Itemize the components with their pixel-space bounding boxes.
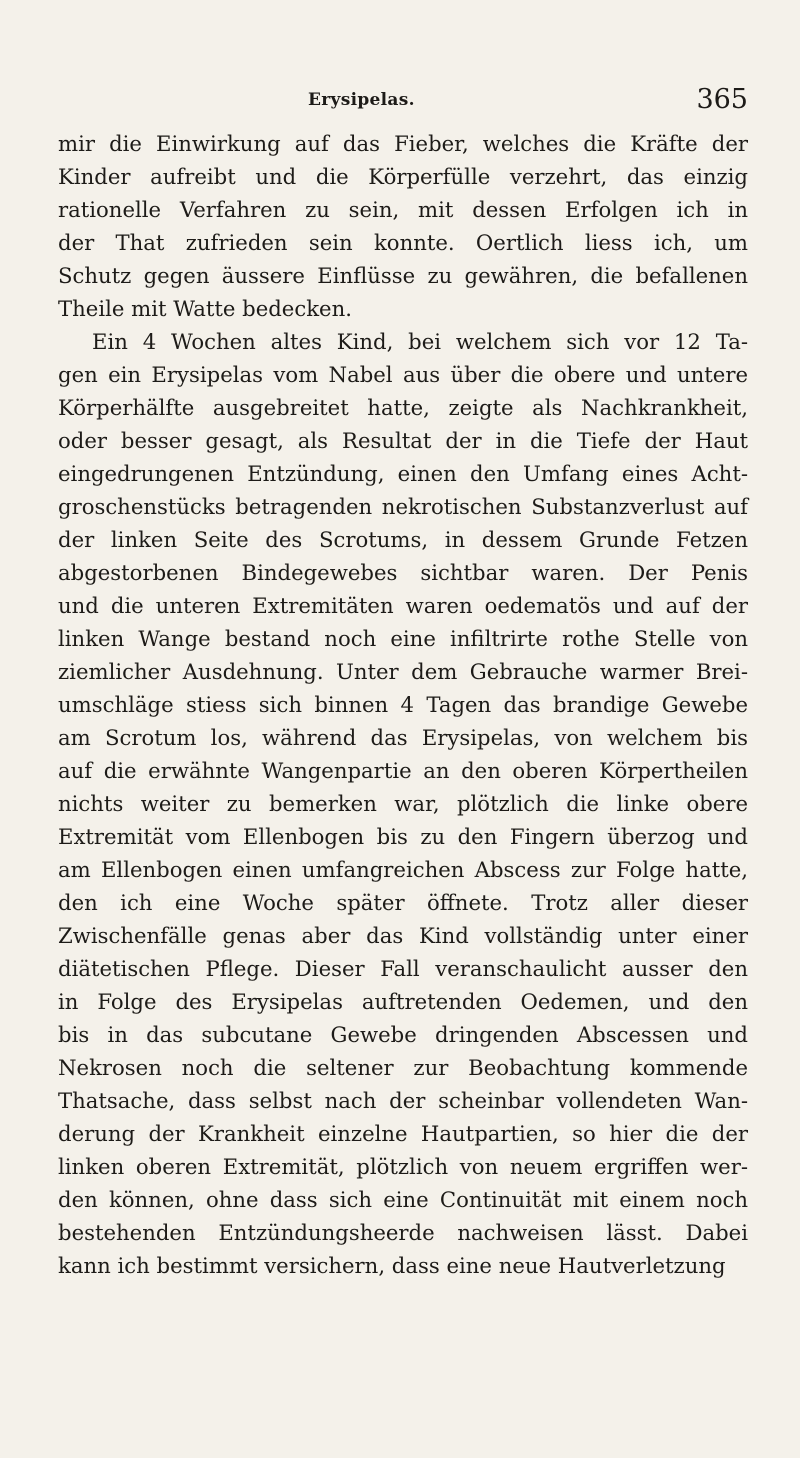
text-line: auf die erwähnte Wangenpartie an den oberen Körpertheilen bbox=[58, 758, 748, 783]
paragraph-2 bbox=[58, 325, 748, 1282]
text-line: groschenstücks betragenden nekrotischen Substanzverlust auf bbox=[58, 494, 748, 519]
text-line: den ich eine Woche später öffnete. Trotz aller dieser bbox=[58, 890, 748, 915]
text-line: den können, ohne dass sich eine Continuität mit einem noch bbox=[58, 1187, 748, 1212]
text-line: oder besser gesagt, als Resultat der in die Tiefe der Haut bbox=[58, 428, 748, 453]
text-line: Zwischenfälle genas aber das Kind vollständig unter einer bbox=[58, 923, 748, 948]
body-text bbox=[58, 127, 748, 1282]
text-line: Körperhälfte ausgebreitet hatte, zeigte als Nachkrankheit, bbox=[58, 395, 748, 420]
text-line: Nekrosen noch die seltener zur Beobachtung kommende bbox=[58, 1055, 748, 1080]
text-line: derung der Krankheit einzelne Hautpartien, so hier die der bbox=[58, 1121, 748, 1146]
text-line: der That zufrieden sein konnte. Oertlich liess ich, um bbox=[58, 230, 748, 255]
running-title: Erysipelas. bbox=[308, 90, 415, 110]
text-line: Extremität vom Ellenbogen bis zu den Fingern überzog und bbox=[58, 824, 748, 849]
page-header bbox=[58, 84, 748, 124]
paragraph-1 bbox=[58, 127, 748, 325]
text-line: Kinder aufreibt und die Körperfülle verzehrt, das einzig bbox=[58, 164, 748, 189]
text-line: am Ellenbogen einen umfangreichen Abscess zur Folge hatte, bbox=[58, 857, 748, 882]
text-line: Thatsache, dass selbst nach der scheinbar vollendeten Wan- bbox=[58, 1088, 748, 1113]
text-line: linken Wange bestand noch eine infiltrirte rothe Stelle von bbox=[58, 626, 748, 651]
text-line: abgestorbenen Bindegewebes sichtbar waren. Der Penis bbox=[58, 560, 748, 585]
text-line: Schutz gegen äussere Einflüsse zu gewähren, die befallenen bbox=[58, 263, 748, 288]
text-line: in Folge des Erysipelas auftretenden Oedemen, und den bbox=[58, 989, 748, 1014]
text-line: gen ein Erysipelas vom Nabel aus über die obere und untere bbox=[58, 362, 748, 387]
text-line: bis in das subcutane Gewebe dringenden Abscessen und bbox=[58, 1022, 748, 1047]
text-line: diätetischen Pflege. Dieser Fall veranschaulicht ausser den bbox=[58, 956, 748, 981]
text-line: rationelle Verfahren zu sein, mit dessen Erfolgen ich in bbox=[58, 197, 748, 222]
page-number: 365 bbox=[696, 84, 748, 115]
text-line: und die unteren Extremitäten waren oedematös und auf der bbox=[58, 593, 748, 618]
text-line: Theile mit Watte bedecken. bbox=[58, 296, 352, 321]
text-line: eingedrungenen Entzündung, einen den Umfang eines Acht- bbox=[58, 461, 748, 486]
text-line: kann ich bestimmt versichern, dass eine neue Hautverletzung bbox=[58, 1253, 726, 1278]
text-line: ziemlicher Ausdehnung. Unter dem Gebrauche warmer Brei- bbox=[58, 659, 748, 684]
text-line: bestehenden Entzündungsheerde nachweisen lässt. Dabei bbox=[58, 1220, 748, 1245]
text-line: Ein 4 Wochen altes Kind, bei welchem sich vor 12 Ta- bbox=[92, 329, 748, 354]
text-line: umschläge stiess sich binnen 4 Tagen das brandige Gewebe bbox=[58, 692, 748, 717]
text-line: nichts weiter zu bemerken war, plötzlich die linke obere bbox=[58, 791, 748, 816]
text-line: mir die Einwirkung auf das Fieber, welches die Kräfte der bbox=[58, 131, 748, 156]
text-line: am Scrotum los, während das Erysipelas, von welchem bis bbox=[58, 725, 748, 750]
text-line: der linken Seite des Scrotums, in dessem Grunde Fetzen bbox=[58, 527, 748, 552]
text-line: linken oberen Extremität, plötzlich von neuem ergriffen wer- bbox=[58, 1154, 748, 1179]
